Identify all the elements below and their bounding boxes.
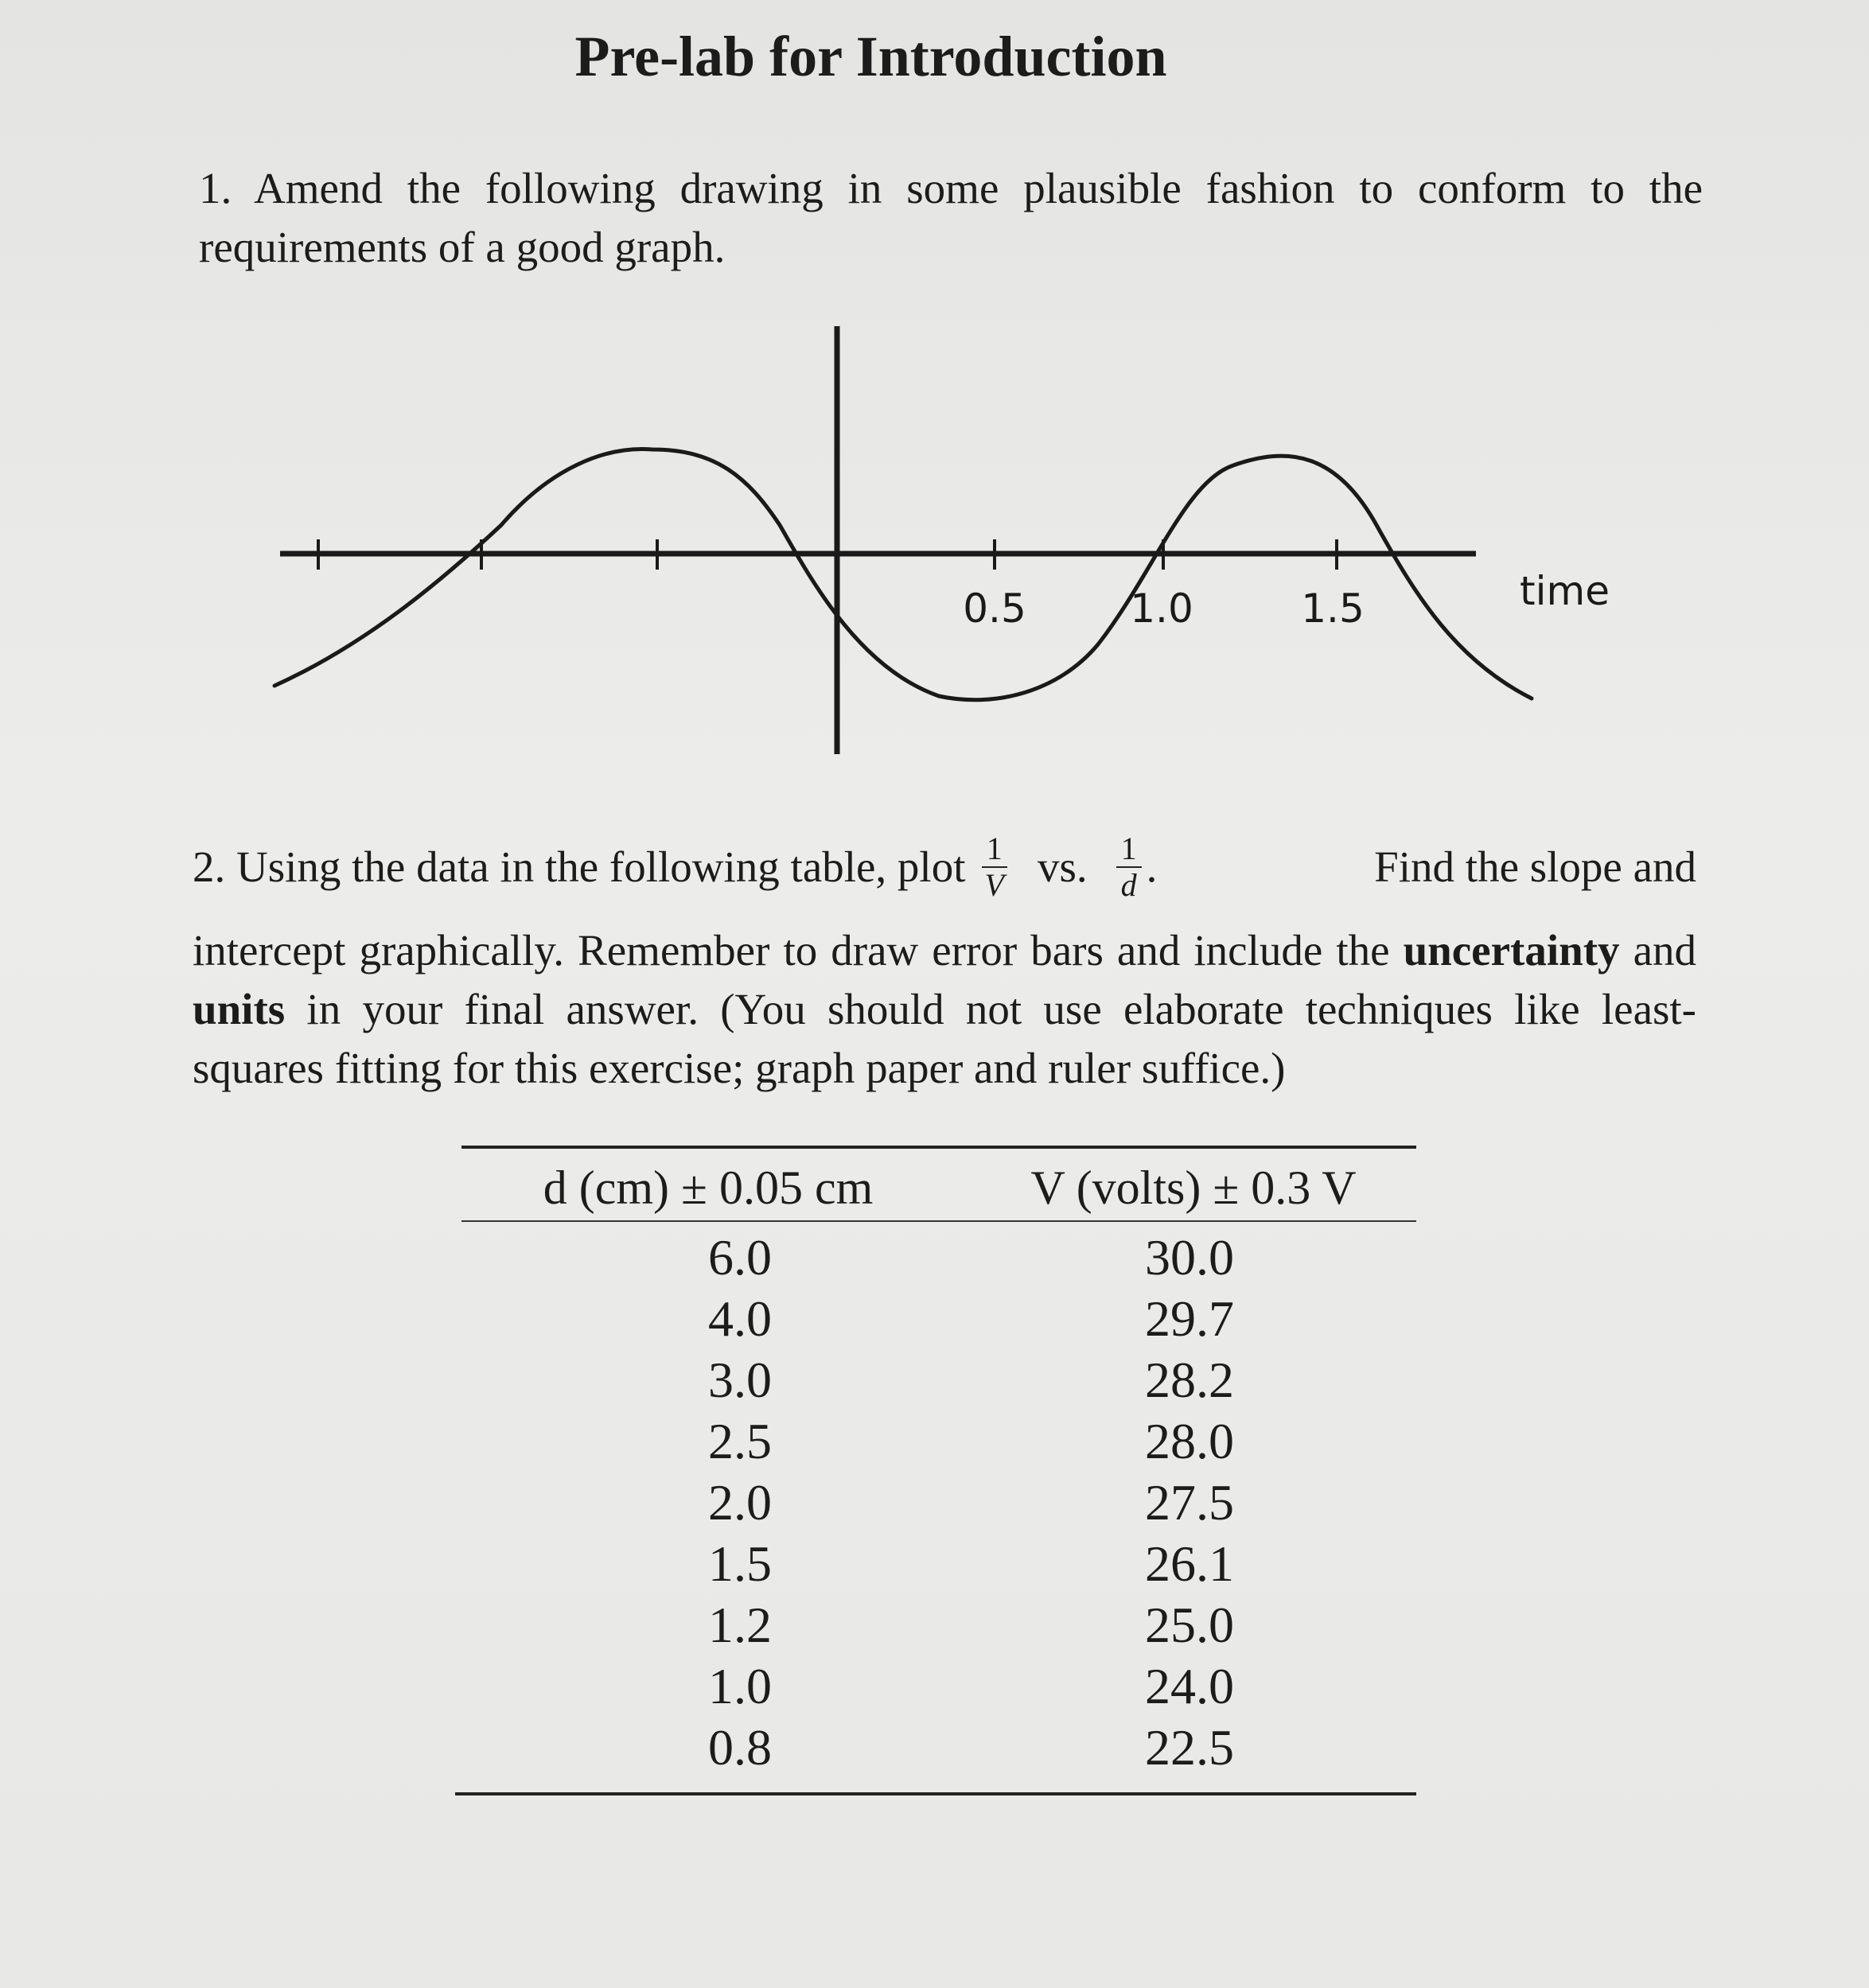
fraction-one-over-d xyxy=(1116,831,1142,903)
table-row xyxy=(461,1717,1416,1778)
table-row xyxy=(461,1533,1416,1594)
sine-curve xyxy=(275,449,1532,699)
fraction-denominator: d xyxy=(1120,867,1137,903)
page-title: Pre-lab for Introduction xyxy=(574,25,1167,88)
table-row xyxy=(461,1227,1416,1288)
axis-label-time: time xyxy=(1520,568,1610,614)
cell-v: 24.0 xyxy=(1145,1657,1234,1714)
bold-units: units xyxy=(193,985,286,1033)
cell-v: 28.0 xyxy=(1145,1412,1234,1469)
cell-d: 1.0 xyxy=(708,1657,772,1714)
table-row xyxy=(461,1349,1416,1410)
question-2-lead: 2. Using the data in the following table, plot xyxy=(193,842,966,891)
tick-label: 0.5 xyxy=(963,586,1026,632)
header-d: d (cm) ± 0.05 cm xyxy=(543,1161,874,1214)
table-header xyxy=(461,1149,1416,1220)
cell-d: 2.5 xyxy=(708,1412,772,1469)
cell-d: 4.0 xyxy=(708,1290,772,1347)
fraction-one-over-v xyxy=(980,831,1009,903)
table-bottom-rule xyxy=(455,1792,1416,1795)
question-2-body xyxy=(193,921,1696,1098)
tick-label: 1.0 xyxy=(1130,586,1193,632)
data-table xyxy=(461,1146,1416,1795)
fraction-numerator: 1 xyxy=(982,831,1007,868)
question-1-text: 1. Amend the following drawing in some plausible fashion to conform to the requirements of a good graph. xyxy=(199,164,1703,271)
question-2 xyxy=(193,819,1696,1098)
cell-d: 2.0 xyxy=(708,1473,772,1531)
body-text: intercept graphically. Remember to draw error bars and include the xyxy=(193,926,1404,975)
body-text: in your final answer. (You should not use elaborate techniques like least-squares fitting for this exercise; graph paper and ruler suffice.) xyxy=(193,985,1696,1092)
tick-label: 1.5 xyxy=(1301,586,1365,632)
cell-d: 0.8 xyxy=(708,1718,772,1776)
header-v: V (volts) ± 0.3 V xyxy=(1030,1161,1357,1214)
table-row xyxy=(461,1655,1416,1717)
cell-v: 28.2 xyxy=(1145,1351,1234,1408)
cell-d: 6.0 xyxy=(708,1228,772,1286)
table-row xyxy=(461,1472,1416,1533)
question-2-after: Find the slope and xyxy=(1374,842,1696,891)
table-row xyxy=(461,1410,1416,1472)
cell-v: 22.5 xyxy=(1145,1718,1234,1776)
cell-d: 3.0 xyxy=(708,1351,772,1408)
cell-d: 1.5 xyxy=(708,1535,772,1592)
cell-v: 29.7 xyxy=(1145,1290,1234,1347)
table-row xyxy=(461,1594,1416,1655)
vs-text: vs. xyxy=(1037,842,1088,891)
body-text: and xyxy=(1619,926,1696,975)
table-body xyxy=(461,1222,1416,1792)
period: . xyxy=(1146,842,1158,891)
table-row xyxy=(461,1288,1416,1349)
sine-graph xyxy=(239,318,1639,772)
bold-uncertainty: uncertainty xyxy=(1403,926,1620,975)
fraction-denominator: V xyxy=(984,867,1004,903)
fraction-numerator: 1 xyxy=(1116,831,1142,868)
cell-v: 30.0 xyxy=(1145,1228,1234,1286)
cell-v: 25.0 xyxy=(1145,1596,1234,1653)
cell-v: 26.1 xyxy=(1145,1535,1234,1592)
cell-v: 27.5 xyxy=(1145,1473,1234,1531)
cell-d: 1.2 xyxy=(708,1596,772,1653)
